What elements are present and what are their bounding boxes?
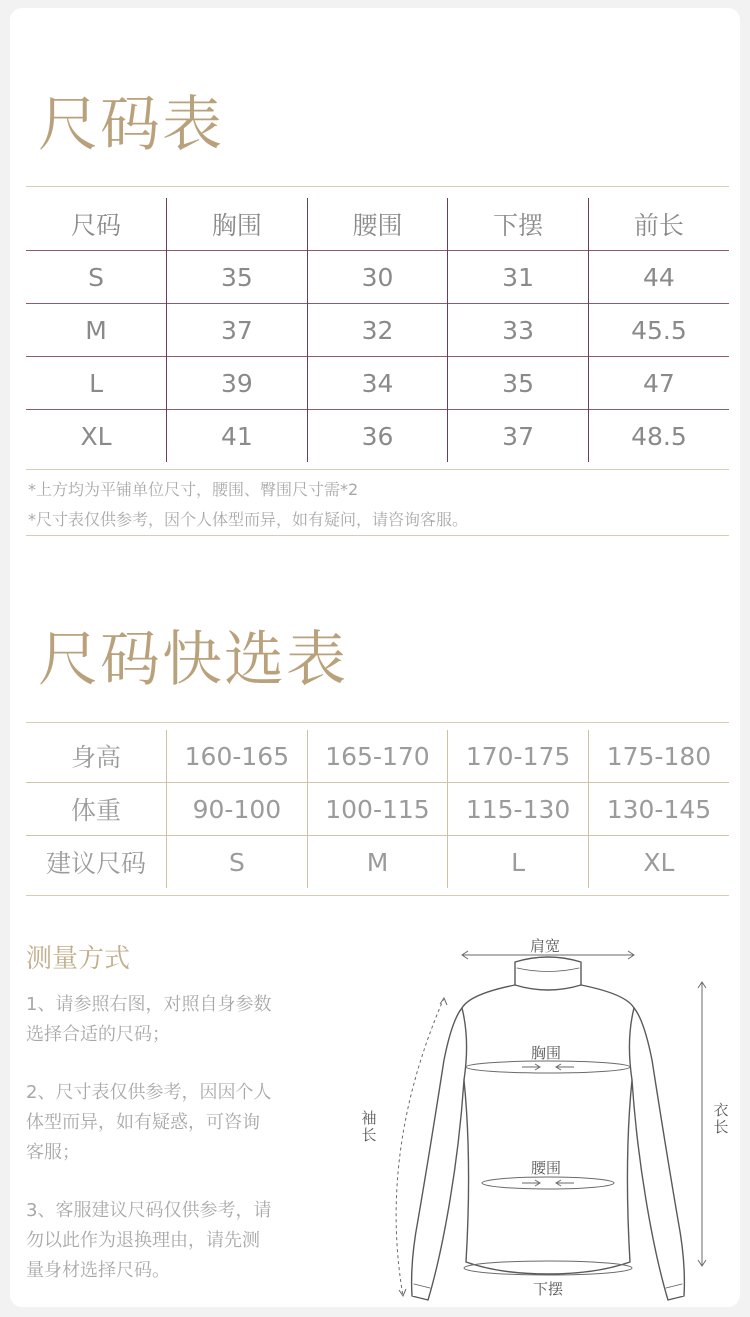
- table-cell: 31: [448, 251, 589, 304]
- label-shoulder: 肩宽: [530, 937, 561, 955]
- measure-title: 测量方式: [26, 944, 131, 974]
- table-cell: 48.5: [588, 410, 729, 463]
- table-cell: M: [85, 315, 107, 345]
- table-cell: 90-100: [167, 783, 308, 836]
- table-cell: 36: [307, 410, 448, 463]
- table-cell: 44: [588, 251, 729, 304]
- table-cell: L: [448, 836, 589, 889]
- table-cell: L: [89, 368, 104, 398]
- table-cell: 41: [167, 410, 308, 463]
- table-cell: 胸围: [167, 198, 308, 251]
- table-cell: 37: [448, 410, 589, 463]
- size-chart-title: 尺码表: [38, 90, 224, 160]
- table-cell: M: [307, 836, 448, 889]
- measure-paragraph-2: 2、尺寸表仅供参考，因因个人体型而异，如有疑惑，可咨询客服；: [26, 1082, 272, 1163]
- table-cell: 45.5: [588, 304, 729, 357]
- table-cell: 175-180: [588, 730, 729, 783]
- table-cell: 130-145: [588, 783, 729, 836]
- table-cell: 39: [167, 357, 308, 410]
- quick-chart-title: 尺码快选表: [38, 625, 348, 695]
- size-note-2: *尺寸表仅供参考，因个人体型而异，如有疑问，请咨询客服。: [28, 510, 469, 529]
- size-note-1: *上方均为平铺单位尺寸，腰围、臀围尺寸需*2: [28, 480, 359, 499]
- table-cell: 腰围: [307, 198, 448, 251]
- table-cell: 37: [167, 304, 308, 357]
- measure-paragraph-1: 1、请参照右图，对照自身参数选择合适的尺码；: [26, 994, 272, 1045]
- table-cell: 30: [307, 251, 448, 304]
- table-cell: 160-165: [167, 730, 308, 783]
- table-cell: 35: [448, 357, 589, 410]
- label-hem: 下摆: [533, 1280, 564, 1298]
- table-cell: XL: [80, 421, 112, 451]
- table-cell: 165-170: [307, 730, 448, 783]
- table-cell: 下摆: [448, 198, 589, 251]
- label-chest: 胸围: [531, 1044, 562, 1062]
- table-cell: 33: [448, 304, 589, 357]
- label-length: 衣长: [713, 1101, 729, 1136]
- table-cell: 尺码: [71, 211, 122, 240]
- table-cell: 体重: [71, 796, 122, 825]
- table-cell: 身高: [71, 743, 122, 772]
- table-cell: 170-175: [448, 730, 589, 783]
- table-cell: 100-115: [307, 783, 448, 836]
- table-cell: 前长: [588, 198, 729, 251]
- table-cell: 115-130: [448, 783, 589, 836]
- measure-paragraph-3: 3、客服建议尺码仅供参考，请勿以此作为退换理由，请先测量身材选择尺码。: [26, 1200, 272, 1281]
- table-cell: 32: [307, 304, 448, 357]
- table-cell: 35: [167, 251, 308, 304]
- label-sleeve: 袖长: [361, 1109, 377, 1144]
- table-cell: 建议尺码: [46, 849, 147, 878]
- table-cell: 34: [307, 357, 448, 410]
- table-cell: 47: [588, 357, 729, 410]
- table-cell: XL: [588, 836, 729, 889]
- table-cell: S: [167, 836, 308, 889]
- label-waist: 腰围: [531, 1159, 562, 1177]
- table-cell: S: [88, 262, 104, 292]
